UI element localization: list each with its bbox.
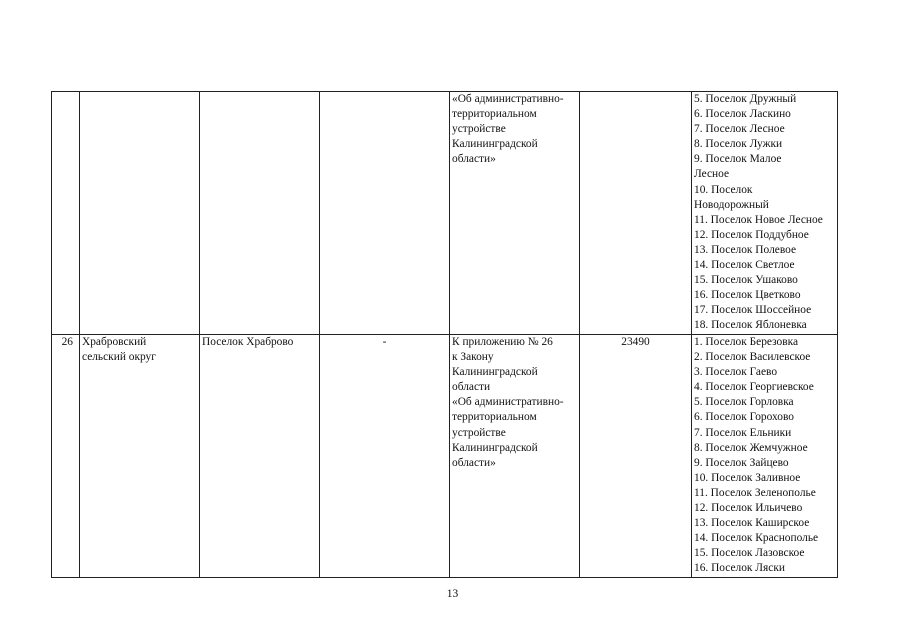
law-text-line: территориальном <box>452 411 537 424</box>
settlement-item: 12. Поселок Поддубное <box>694 228 809 241</box>
law-text-line: Калининградской <box>452 366 538 379</box>
law-text-line: Калининградской <box>452 138 538 151</box>
row-number-cell: 26 <box>52 335 80 578</box>
settlement-item: 16. Поселок Ляски <box>694 562 785 575</box>
settlement-item: 2. Поселок Василевское <box>694 351 811 364</box>
settlement-item: 9. Поселок Зайцево <box>694 456 789 469</box>
settlement-item: 14. Поселок Светлое <box>694 259 795 272</box>
status-cell <box>320 92 450 335</box>
law-text-line: К приложению № 26 <box>452 336 553 348</box>
settlement-item: Лесное <box>694 168 730 181</box>
population-cell: 23490 <box>580 335 692 578</box>
settlement-item: 13. Поселок Каширское <box>694 517 810 530</box>
settlement-item: 11. Поселок Зеленополье <box>694 486 816 499</box>
settlement-item: 7. Поселок Ельники <box>694 426 792 439</box>
law-text-line: области» <box>452 153 496 166</box>
district-name-line: Храбровский <box>82 336 147 348</box>
settlement-item: 5. Поселок Горловка <box>694 396 794 409</box>
settlements-cell <box>692 335 838 578</box>
settlement-item: 8. Поселок Лужки <box>694 138 783 151</box>
law-cell <box>450 335 580 578</box>
settlement-item: 15. Поселок Лазовское <box>694 547 805 560</box>
law-text-line: к Закону <box>452 351 494 364</box>
settlement-item: 17. Поселок Шоссейное <box>694 304 812 317</box>
page-number: 13 <box>446 588 459 600</box>
settlement-item: 5. Поселок Дружный <box>694 93 797 105</box>
settlement-item: 16. Поселок Цветково <box>694 289 801 302</box>
status-cell: - <box>320 335 450 578</box>
settlement-item: 12. Поселок Ильичево <box>694 502 803 515</box>
settlement-item: 4. Поселок Георгиевское <box>694 381 814 394</box>
settlements-table <box>51 91 838 578</box>
settlement-item: 10. Поселок <box>694 183 753 196</box>
settlement-item: 3. Поселок Гаево <box>694 366 778 379</box>
law-text-line: области» <box>452 456 496 469</box>
law-cell <box>450 92 580 335</box>
settlement-item: 15. Поселок Ушаково <box>694 274 798 287</box>
settlement-item: 11. Поселок Новое Лесное <box>694 213 823 226</box>
district-cell <box>80 335 200 578</box>
law-text-line: «Об административно- <box>452 396 564 409</box>
admin-center-line: Поселок Храброво <box>202 336 294 348</box>
row-number-cell <box>52 92 80 335</box>
law-text-line: устройстве <box>452 426 506 439</box>
settlement-item: 14. Поселок Краснополье <box>694 532 819 545</box>
settlements-cell <box>692 92 838 335</box>
settlement-item: 18. Поселок Яблоневка <box>694 319 807 332</box>
table-row <box>52 335 838 578</box>
settlement-item: 6. Поселок Ласкино <box>694 108 791 121</box>
district-cell <box>80 92 200 335</box>
district-name-line: сельский округ <box>82 351 156 364</box>
settlement-item: Новодорожный <box>694 198 769 211</box>
population-cell <box>580 92 692 335</box>
table-row <box>52 92 838 335</box>
admin-center-cell <box>200 335 320 578</box>
settlement-item: 8. Поселок Жемчужное <box>694 441 808 454</box>
settlement-item: 1. Поселок Березовка <box>694 336 799 348</box>
settlement-item: 6. Поселок Горохово <box>694 411 794 424</box>
law-text-line: устройстве <box>452 123 506 136</box>
law-text-line: Калининградской <box>452 441 538 454</box>
settlement-item: 7. Поселок Лесное <box>694 123 785 136</box>
law-text-line: территориальном <box>452 108 537 121</box>
law-text-line: «Об административно- <box>452 93 564 105</box>
admin-center-cell <box>200 92 320 335</box>
settlement-item: 10. Поселок Заливное <box>694 471 801 484</box>
settlement-item: 9. Поселок Малое <box>694 153 782 166</box>
settlement-item: 13. Поселок Полевое <box>694 243 797 256</box>
law-text-line: области <box>452 381 491 394</box>
